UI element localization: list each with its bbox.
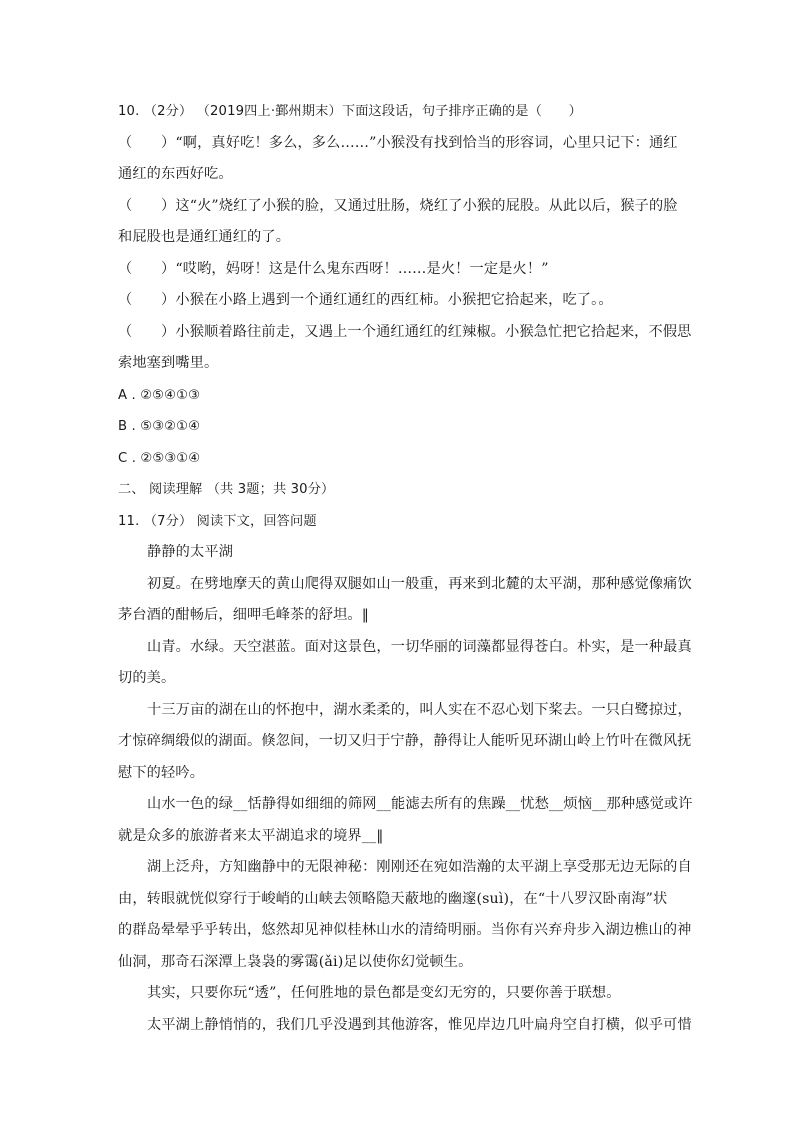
paragraph-5-line-3: 的群岛晕晕乎乎转出，悠然却见神似桂林山水的清绮明丽。当你有兴弃舟步入湖边樵山的神 bbox=[118, 922, 692, 938]
paragraph-3-line-2: 才惊碎绸缎似的湖面。倏忽间，一切又归于宁静，静得让人能听见环湖山岭上竹叶在微风抚 bbox=[118, 733, 692, 749]
sentence-2-line-2: 和屁股也是通红通红的了。 bbox=[118, 229, 291, 245]
option-c: C . ②⑤③①④ bbox=[118, 450, 201, 466]
paragraph-4-line-1: 山水一色的绿__恬静得如细细的筛网__能滤去所有的焦躁__忧愁__烦恼__那种感觉或许 bbox=[147, 796, 693, 812]
question-11-stem: 11. （7分） 阅读下文，回答问题 bbox=[118, 513, 317, 529]
sentence-1-line-2: 通红的东西好吃。 bbox=[118, 166, 233, 182]
option-b: B . ⑤③②①④ bbox=[118, 419, 201, 434]
sentence-1-line-1: （ ）“啊，真好吃！多么，多么……”小猴没有找到恰当的形容词，心里只记下：通红 bbox=[118, 134, 678, 151]
paragraph-5-line-2: 由，转眼就恍似穿行于峻峭的山峡去领略隐天蔽地的幽邃(suì)，在“十八罗汉卧南海”状 bbox=[118, 890, 668, 907]
paragraph-1-line-1: 初夏。在劈地摩天的黄山爬得双腿如山一般重，再来到北麓的太平湖，那种感觉像痛饮 bbox=[147, 575, 692, 592]
paragraph-2-line-1: 山青。水绿。天空湛蓝。面对这景色，一切华丽的词藻都显得苍白。朴实，是一种最真 bbox=[147, 638, 692, 655]
paragraph-2-line-2: 切的美。 bbox=[118, 670, 176, 686]
sentence-5-line-1: （ ）小猴顺着路往前走，又遇上一个通红通红的红辣椒。小猴急忙把它拾起来，不假思 bbox=[118, 323, 692, 340]
passage-title: 静静的太平湖 bbox=[147, 544, 234, 560]
paragraph-5-line-4: 仙洞，那奇石深潭上袅袅的雾霭(ǎi)足以使你幻觉顿生。 bbox=[118, 953, 473, 970]
paragraph-7-line-1: 太平湖上静悄悄的，我们几乎没遇到其他游客，惟见岸边几叶扁舟空自打横，似乎可惜 bbox=[147, 1016, 692, 1033]
paragraph-3-line-3: 慰下的轻吟。 bbox=[118, 764, 205, 781]
question-10-stem: 10. （2分） （2019四上·鄞州期末）下面这段话，句子排序正确的是（ ） bbox=[118, 104, 582, 119]
sentence-5-line-2: 索地塞到嘴里。 bbox=[118, 355, 219, 371]
paragraph-3-line-1: 十三万亩的湖在山的怀抱中，湖水柔柔的，叫人实在不忍心划下桨去。一只白鹭掠过， bbox=[147, 701, 692, 718]
sentence-2-line-1: （ ）这“火”烧红了小猴的脸，又通过肚肠，烧红了小猴的屁股。从此以后，猴子的脸 bbox=[118, 197, 678, 214]
paragraph-6-line-1: 其实，只要你玩“透”，任何胜地的景色都是变幻无穷的，只要你善于联想。 bbox=[147, 985, 621, 1001]
paragraph-5-line-1: 湖上泛舟，方知幽静中的无限神秘：刚刚还在宛如浩瀚的太平湖上享受那无边无际的自 bbox=[147, 859, 692, 875]
sentence-3-line-1: （ ）“哎哟，妈呀！这是什么鬼东西呀！……是火！一定是火！” bbox=[118, 260, 549, 277]
document-page bbox=[118, 96, 693, 1041]
section-heading: 二、 阅读理解 （共 3题；共 30分） bbox=[118, 482, 335, 497]
option-a: A . ②⑤④①③ bbox=[118, 387, 201, 403]
sentence-4-line-1: （ ）小猴在小路上遇到一个通红通红的西红柿。小猴把它拾起来，吃了。。 bbox=[118, 292, 613, 308]
paragraph-1-line-2: 茅台酒的酣畅后，细呷毛峰茶的舒坦。‖ bbox=[118, 607, 369, 623]
paragraph-4-line-2: 就是众多的旅游者来太平湖追求的境界__‖ bbox=[118, 827, 384, 844]
